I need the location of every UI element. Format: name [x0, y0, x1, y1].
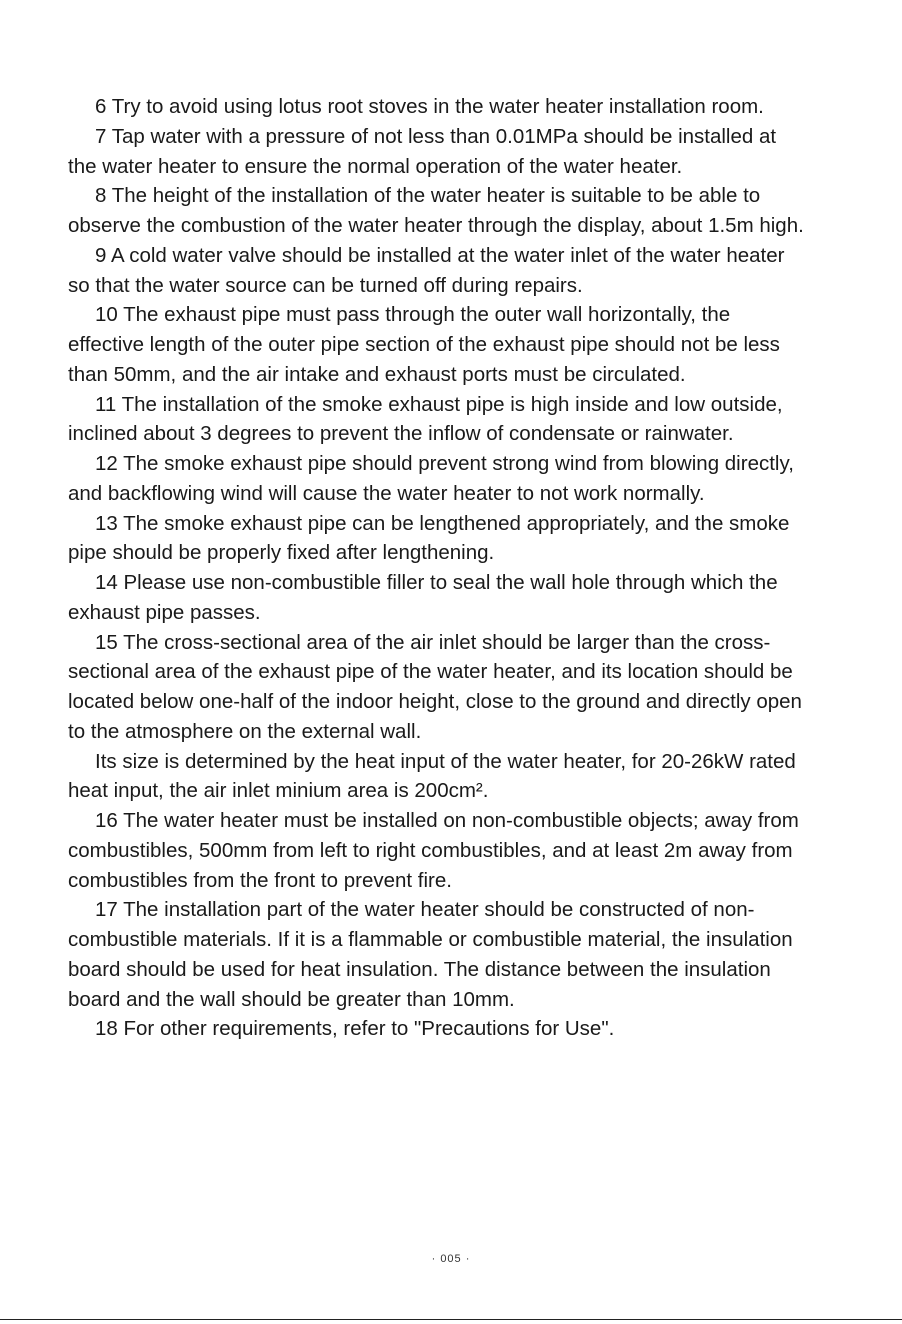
paragraph-10: 10 The exhaust pipe must pass through the outer wall horizontally, the effective length of the outer pipe section of the exhaust pipe should not be less than 50mm, and the air intake and exhaust ports must be circulated.	[68, 303, 780, 386]
paragraph-6: 6 Try to avoid using lotus root stoves in the water heater installation room.	[95, 95, 764, 118]
paragraph-8: 8 The height of the installation of the water heater is suitable to be able to observe the combustion of the water heater through the display, about 1.5m high.	[68, 184, 804, 237]
paragraph-14: 14 Please use non-combustible filler to seal the wall hole through which the exhaust pipe passes.	[68, 571, 778, 624]
paragraph-11: 11 The installation of the smoke exhaust pipe is high inside and low outside, inclined about 3 degrees to prevent the inflow of condensate or rainwater.	[68, 392, 783, 446]
paragraph-15: 15 The cross-sectional area of the air inlet should be larger than the cross-sectional area of the exhaust pipe of the water heater, and its location should be located below one-half of the indoor height, close to the ground and directly open to the atmosphere on the external wall.	[68, 630, 802, 743]
paragraph-13: 13 The smoke exhaust pipe can be lengthened appropriately, and the smoke pipe should be properly fixed after lengthening.	[68, 511, 790, 565]
bottom-divider	[0, 1319, 902, 1320]
paragraph-7: 7 Tap water with a pressure of not less than 0.01MPa should be installed at the water heater to ensure the normal operation of the water heater.	[68, 124, 777, 178]
body-text	[68, 92, 808, 1044]
paragraph-16: 16 The water heater must be installed on non-combustible objects; away from combustibles, 500mm from left to right combustibles, and at least 2m away from combustibles from the front to prevent fire.	[68, 809, 799, 892]
paragraph-15-size: Its size is determined by the heat input of the water heater, for 20-26kW rated heat input, the air inlet minium area is 200cm².	[68, 749, 796, 803]
paragraph-9: 9 A cold water valve should be installed at the water inlet of the water heater so that the water source can be turned off during repairs.	[68, 243, 785, 297]
paragraph-17: 17 The installation part of the water heater should be constructed of non-combustible materials. If it is a flammable or combustible material, the insulation board should be used for heat insulation. The distance between the insulation board and the wall should be greater than 10mm.	[68, 898, 793, 1011]
paragraph-12: 12 The smoke exhaust pipe should prevent strong wind from blowing directly, and backflowing wind will cause the water heater to not work normally.	[68, 452, 794, 505]
page-number: · 005 ·	[431, 1253, 471, 1265]
paragraph-18: 18 For other requirements, refer to "Precautions for Use".	[95, 1017, 615, 1041]
